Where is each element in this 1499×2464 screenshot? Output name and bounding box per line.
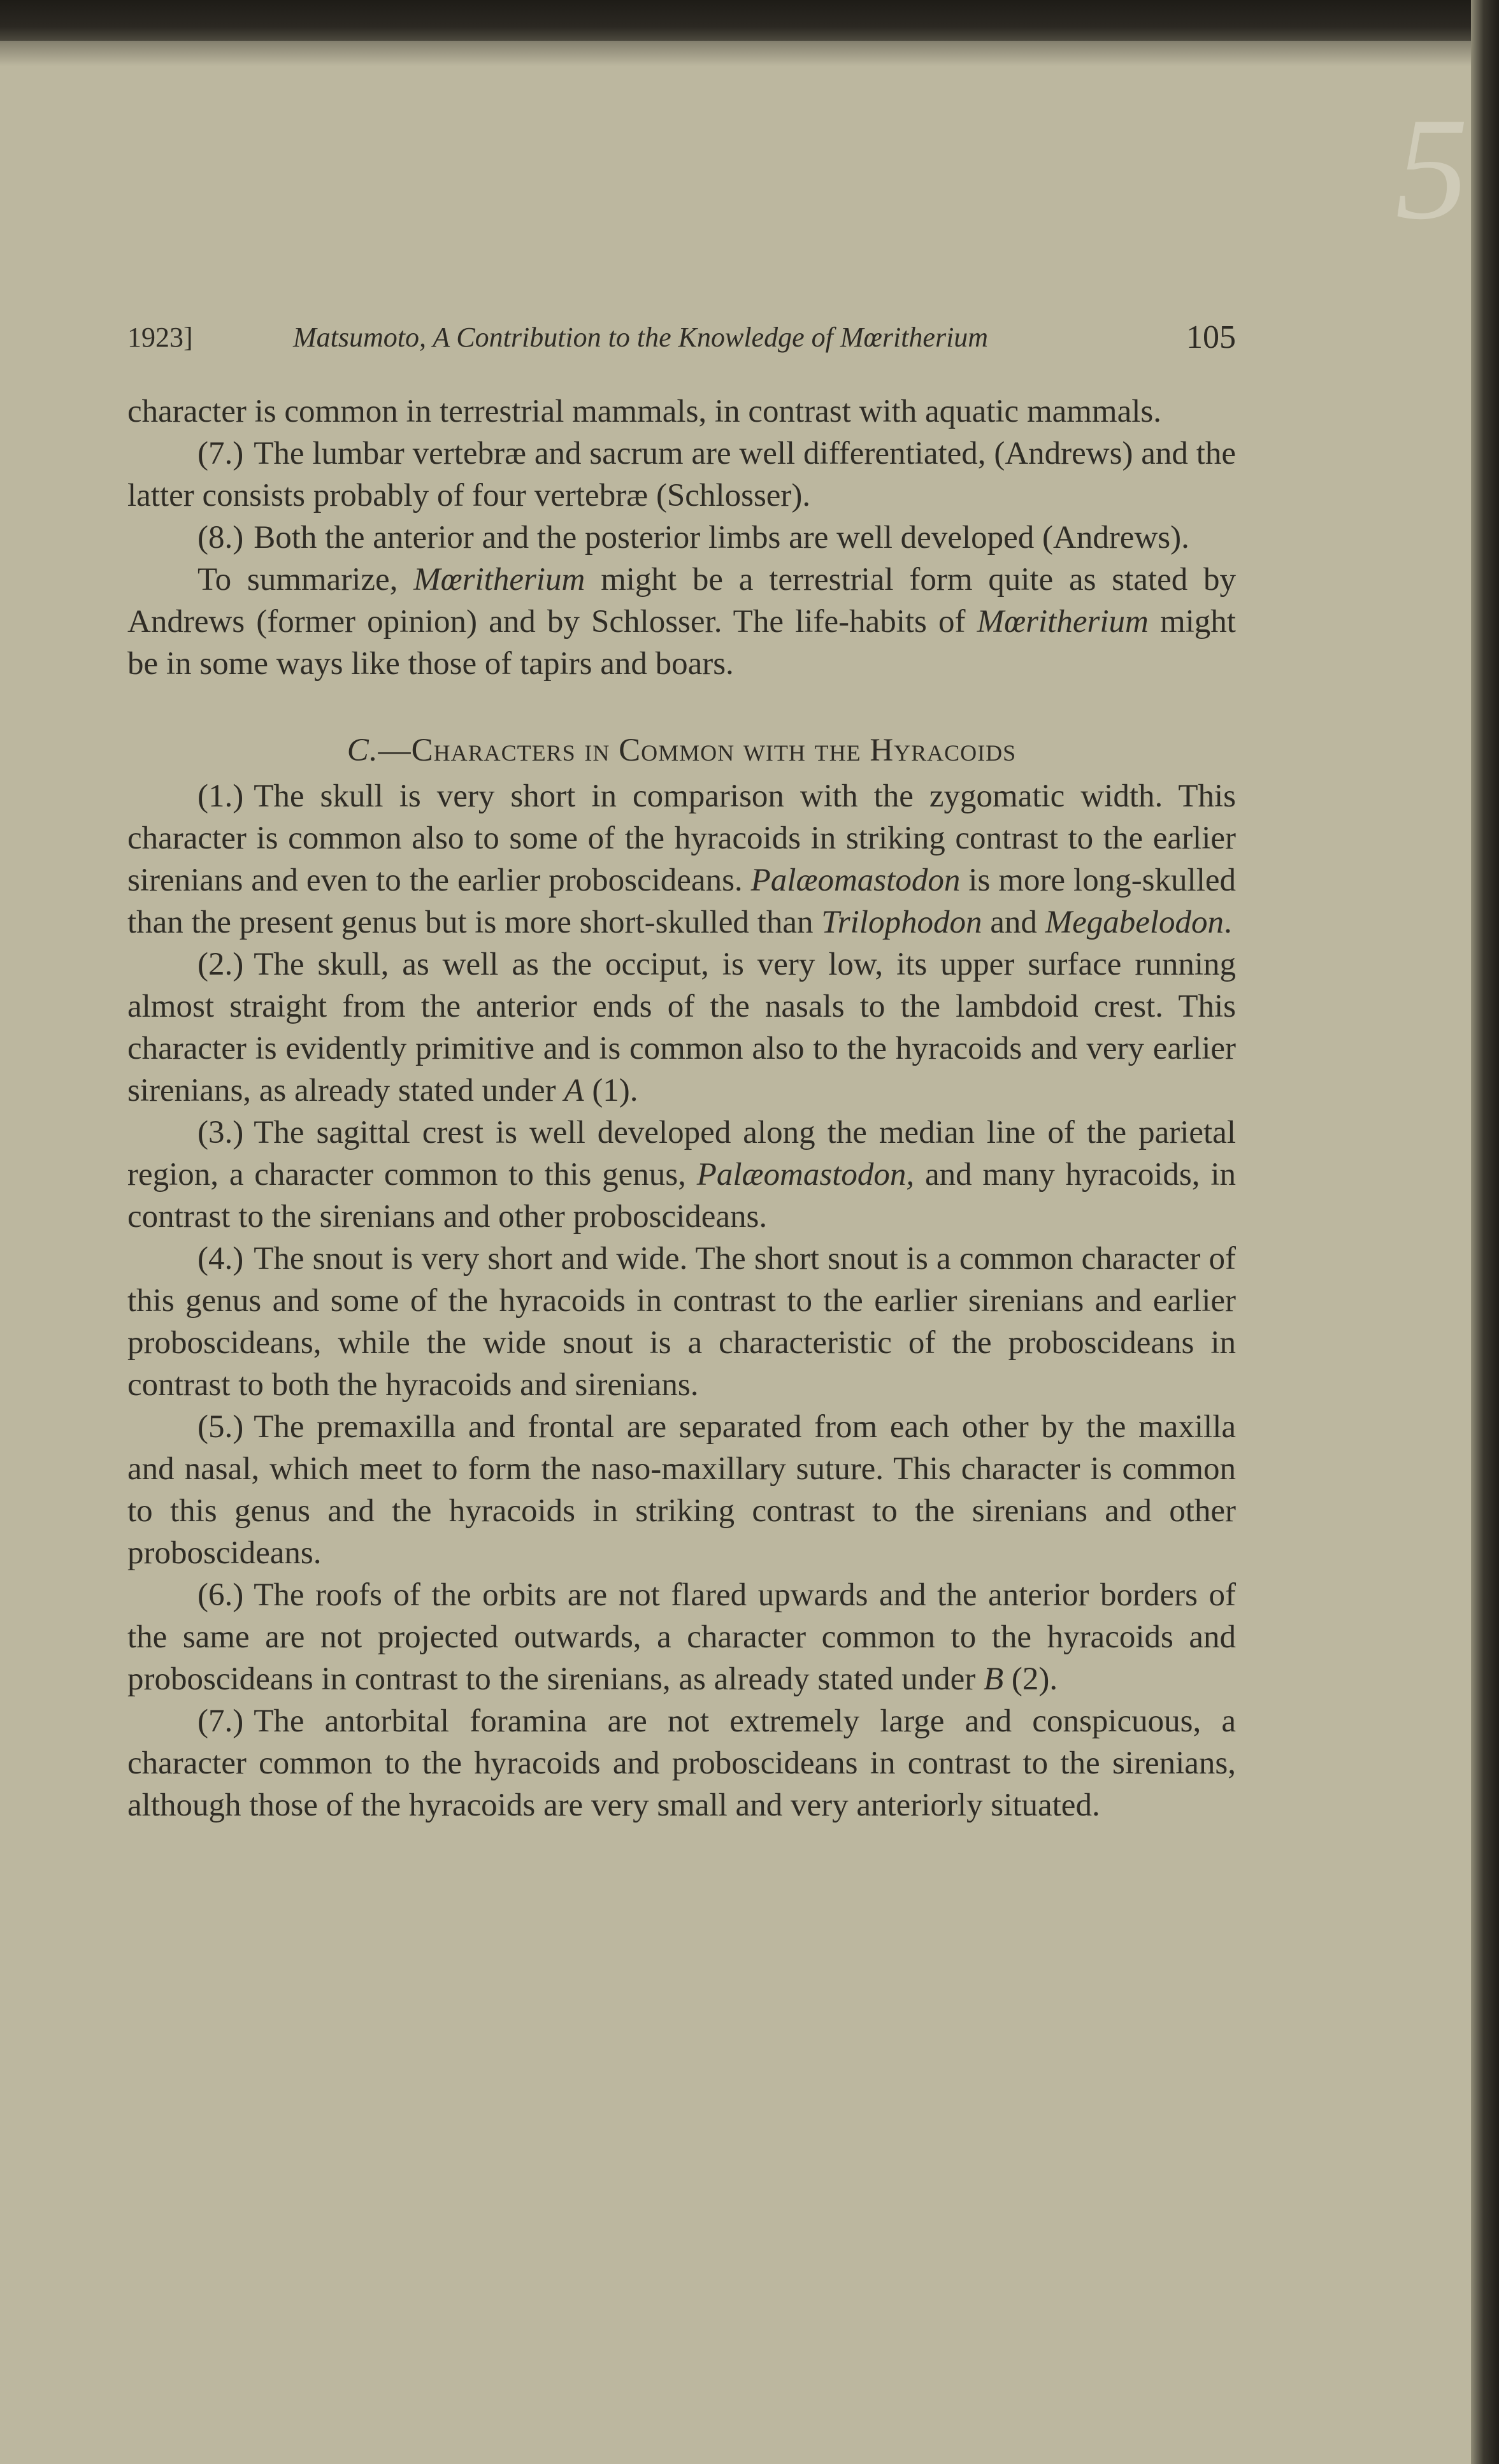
- running-head-title: Matsumoto, A Contribution to the Knowledge of Mœritherium: [293, 322, 989, 353]
- paragraph-text: and many hyracoids, in contrast to the sirenians and other proboscideans.: [127, 1157, 1236, 1235]
- section-heading: [127, 729, 1236, 771]
- paragraph-item-c7: [127, 1700, 1236, 1826]
- paragraph-text: (1).: [584, 1073, 638, 1108]
- genus-name: Palæomastodon: [750, 863, 961, 898]
- paragraph-text: The skull is very short in comparison with the zygomatic width. This character is common also to some of the hyracoids in striking contrast to the earlier sirenians and even to the earlier proboscideans.: [127, 778, 1236, 898]
- paragraph-text: The premaxilla and frontal are separated from each other by the maxilla and nasal, which meet to form the naso-maxillary suture. This character is common to this genus and the hyracoids in striking contrast to the sirenians and other proboscideans.: [127, 1409, 1236, 1571]
- paragraph-text: (2).: [1003, 1661, 1058, 1697]
- paragraph-text: Both the anterior and the posterior limbs are well developed (Andrews).: [254, 520, 1189, 555]
- paragraph-continuation: [127, 390, 1236, 433]
- item-number: (5.): [197, 1409, 244, 1445]
- paragraph-text: The snout is very short and wide. The short snout is a common character of this genus and some of the hyracoids in contrast to the earlier sirenians and earlier proboscideans, while the wide snout is a characteristic of the proboscideans in contrast to both the hyracoids and sirenians.: [127, 1241, 1236, 1403]
- genus-name: Palæomastodon,: [696, 1157, 915, 1193]
- summary-tail: might be in some ways like those of tapirs and boars.: [127, 604, 1236, 682]
- body-text: [127, 390, 1236, 1826]
- paragraph-text: .: [1224, 905, 1232, 940]
- paragraph-text: The lumbar vertebræ and sacrum are well differentiated, (Andrews) and the latter consists probably of four vertebræ (Schlosser).: [127, 436, 1236, 513]
- summary-middle: might be a terrestrial form quite as stated by Andrews (former opinion) and by Schlosser. The life-habits of: [127, 562, 1236, 640]
- paragraph-text: The antorbital foramina are not extremely large and conspicuous, a character common to the hyracoids and proboscideans in contrast to the sirenians, although those of the hyracoids are very small and very anteriorly situated.: [127, 1703, 1236, 1823]
- paragraph-text: The roofs of the orbits are not flared upwards and the anterior borders of the same are not projected outwards, a character common to the hyracoids and proboscideans in contrast to the sirenians, as already stated under: [127, 1577, 1236, 1697]
- genus-name: Mœritherium: [977, 604, 1149, 640]
- paragraph-item-c3: [127, 1112, 1236, 1238]
- paragraph-item-c4: [127, 1238, 1236, 1406]
- item-number: (2.): [197, 947, 244, 982]
- running-head: [127, 315, 1236, 360]
- paragraph-item-b8: [127, 517, 1236, 559]
- paragraph-text: The sagittal crest is well developed along the median line of the parietal region, a character common to this genus,: [127, 1115, 1236, 1193]
- paragraph-text: is more long-skulled than the present genus but is more short-skulled than: [127, 863, 1236, 940]
- item-number: (6.): [197, 1577, 244, 1613]
- genus-name: Mœritherium: [413, 562, 585, 598]
- page-number: 105: [1186, 319, 1236, 355]
- item-number: (3.): [197, 1115, 244, 1150]
- paragraph-text: and: [982, 905, 1045, 940]
- paragraph-item-c5: [127, 1406, 1236, 1574]
- page: [127, 315, 1236, 1826]
- paragraph-summary: [127, 559, 1236, 685]
- paragraph-item-c2: [127, 943, 1236, 1112]
- section-letter: C.: [347, 733, 378, 768]
- section-reference: B: [984, 1661, 1004, 1697]
- item-number: (7.): [197, 1703, 244, 1739]
- summary-lead: To summarize,: [197, 562, 414, 598]
- genus-name: Trilophodon: [821, 905, 982, 940]
- section-reference: A: [564, 1073, 584, 1108]
- scan-top-shadow: [0, 41, 1499, 66]
- paragraph-text: The skull, as well as the occiput, is very low, its upper surface running almost straight from the anterior ends of the nasals to the lambdoid crest. This character is evidently primitive and is common also to the hyracoids and very earlier sirenians, as already stated under: [127, 947, 1236, 1108]
- item-number: (1.): [197, 778, 244, 814]
- item-number: (4.): [197, 1241, 244, 1277]
- genus-name: Megabelodon: [1045, 905, 1224, 940]
- handwritten-folio-mark: 5: [1395, 87, 1468, 250]
- scan-top-edge: [0, 0, 1499, 41]
- item-number: (8.): [197, 520, 244, 555]
- paragraph-item-c6: [127, 1574, 1236, 1700]
- item-number: (7.): [197, 436, 244, 471]
- scan-binding-shadow: [1471, 0, 1499, 2464]
- paragraph-item-b7: [127, 433, 1236, 517]
- running-head-year: 1923]: [127, 322, 193, 353]
- paragraph-item-c1: [127, 775, 1236, 943]
- paragraph-text: character is common in terrestrial mammals, in contrast with aquatic mammals.: [127, 394, 1161, 429]
- section-title: —Characters in Common with the Hyracoids: [378, 733, 1017, 768]
